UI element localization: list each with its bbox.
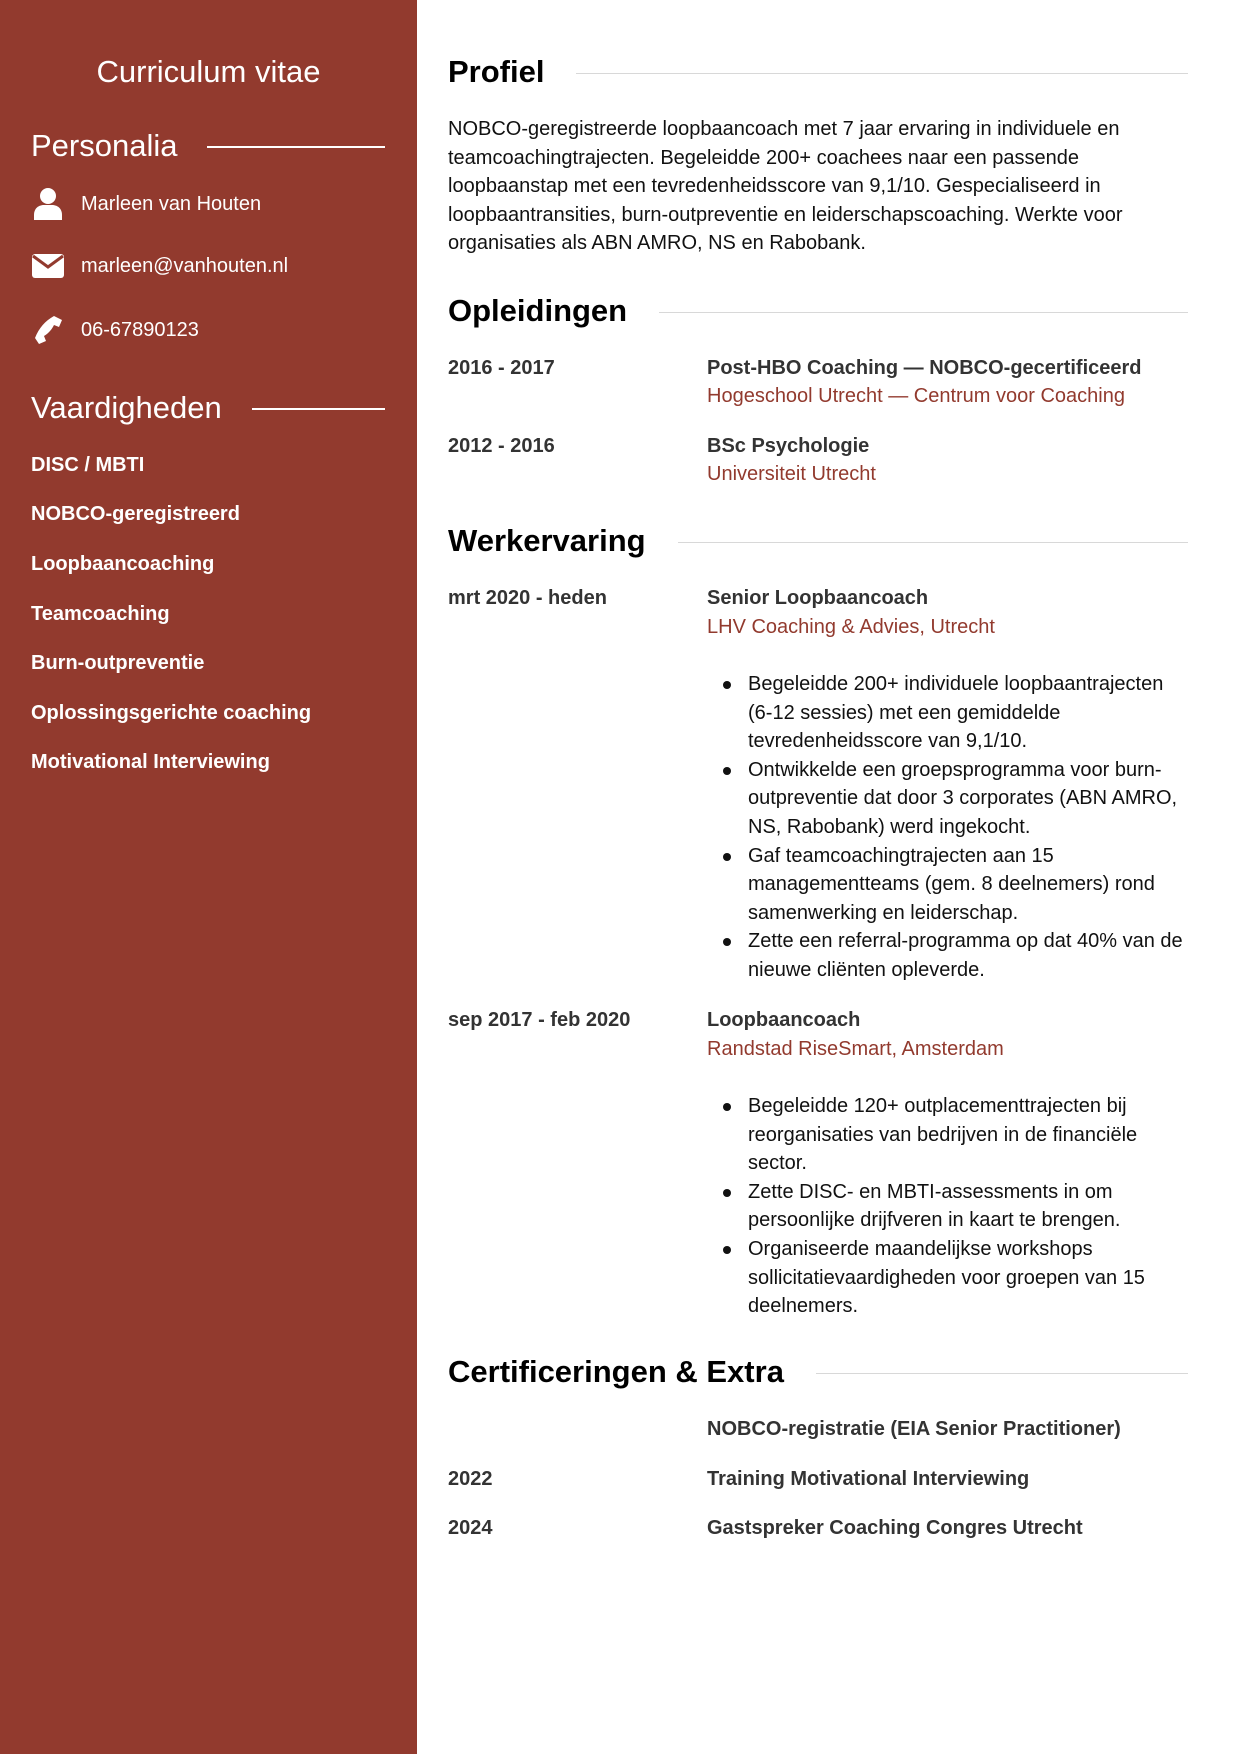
section-divider <box>576 73 1188 74</box>
list-item: Organiseerde maandelijkse workshops sollicitatievaardigheden voor groepen van 15 deelnemers. <box>707 1235 1187 1321</box>
work-employer: LHV Coaching & Advies, Utrecht <box>707 616 995 638</box>
heading-divider <box>252 408 385 410</box>
skill-item: Loopbaancoaching <box>31 553 215 575</box>
cert-title: NOBCO-registratie (EIA Senior Practitioner) <box>707 1418 1121 1440</box>
work-heading-label: Werkervaring <box>448 523 646 558</box>
cert-title: Gastspreker Coaching Congres Utrecht <box>707 1517 1083 1539</box>
work-date: mrt 2020 - heden <box>448 587 607 609</box>
section-divider <box>678 542 1188 543</box>
list-item: Ontwikkelde een groepsprogramma voor burn-outpreventie dat door 3 corporates (ABN AMRO, NS, Rabobank) werd ingekocht. <box>707 756 1187 842</box>
skill-item: Burn-outpreventie <box>31 652 205 674</box>
heading-divider <box>207 146 385 148</box>
list-item: Gaf teamcoachingtrajecten aan 15 managementteams (gem. 8 deelnemers) rond samenwerking en leiderschap. <box>707 842 1187 928</box>
contact-name <box>31 187 261 221</box>
work-bullets <box>707 1092 1187 1321</box>
cv-title: Curriculum vitae <box>96 54 321 89</box>
work-bullets <box>707 670 1187 985</box>
contact-phone[interactable] <box>31 313 199 347</box>
contact-email-text[interactable]: marleen@vanhouten.nl <box>81 254 289 277</box>
skills-heading-label: Vaardigheden <box>31 390 222 425</box>
section-divider <box>659 312 1188 313</box>
list-item: Zette DISC- en MBTI-assessments in om persoonlijke drijfveren in kaart te brengen. <box>707 1178 1187 1235</box>
profile-heading-label: Profiel <box>448 54 545 89</box>
certs-heading-label: Certificeringen & Extra <box>448 1354 784 1389</box>
education-title: BSc Psychologie <box>707 435 870 457</box>
education-heading-label: Opleidingen <box>448 293 628 328</box>
education-title: Post-HBO Coaching — NOBCO-gecertificeerd <box>707 357 1142 379</box>
work-heading <box>448 521 1188 561</box>
contact-name-text: Marleen van Houten <box>81 192 262 215</box>
personalia-heading-label: Personalia <box>31 128 178 163</box>
cert-date: 2022 <box>448 1468 493 1490</box>
certs-heading <box>448 1352 1188 1392</box>
cert-title: Training Motivational Interviewing <box>707 1468 1030 1490</box>
sidebar <box>0 0 417 1754</box>
skill-item: DISC / MBTI <box>31 454 145 476</box>
work-title: Senior Loopbaancoach <box>707 587 929 609</box>
work-employer: Randstad RiseSmart, Amsterdam <box>707 1038 1004 1060</box>
envelope-icon <box>31 249 65 283</box>
personalia-heading <box>31 126 385 166</box>
education-institution: Hogeschool Utrecht — Centrum voor Coaching <box>707 385 1125 407</box>
profile-heading <box>448 52 1188 92</box>
list-item: Begeleidde 200+ individuele loopbaantrajecten (6-12 sessies) met een gemiddelde tevredenheidsscore van 9,1/10. <box>707 670 1187 756</box>
education-date: 2016 - 2017 <box>448 357 555 379</box>
skill-item: Motivational Interviewing <box>31 751 270 773</box>
person-icon <box>31 187 65 221</box>
education-heading <box>448 291 1188 331</box>
section-divider <box>816 1373 1188 1374</box>
skill-item: Teamcoaching <box>31 603 170 625</box>
contact-email[interactable] <box>31 249 288 283</box>
skill-item: Oplossingsgerichte coaching <box>31 702 312 724</box>
skill-item: NOBCO-geregistreerd <box>31 503 240 525</box>
list-item: Zette een referral-programma op dat 40% van de nieuwe cliënten opleverde. <box>707 927 1187 984</box>
profile-text: NOBCO-geregistreerde loopbaancoach met 7 jaar ervaring in individuele en teamcoachingtrajecten. Begeleidde 200+ coachees naar een passende loopbaanstap met een tevredenheidsscore van 9,1/10. Gespecialiseerd in loopbaantransities, burn-outpreventie en leiderschapscoaching. Werkte voor organisaties als ABN AMRO, NS en Rabobank. <box>448 118 1123 255</box>
work-title: Loopbaancoach <box>707 1009 861 1031</box>
skills-heading <box>31 388 385 428</box>
cert-date: 2024 <box>448 1517 493 1539</box>
contact-phone-text[interactable]: 06-67890123 <box>81 318 199 341</box>
work-date: sep 2017 - feb 2020 <box>448 1009 631 1031</box>
education-date: 2012 - 2016 <box>448 435 555 457</box>
education-institution: Universiteit Utrecht <box>707 463 876 485</box>
phone-icon <box>31 313 65 347</box>
list-item: Begeleidde 120+ outplacementtrajecten bij reorganisaties van bedrijven in de financiële sector. <box>707 1092 1187 1178</box>
